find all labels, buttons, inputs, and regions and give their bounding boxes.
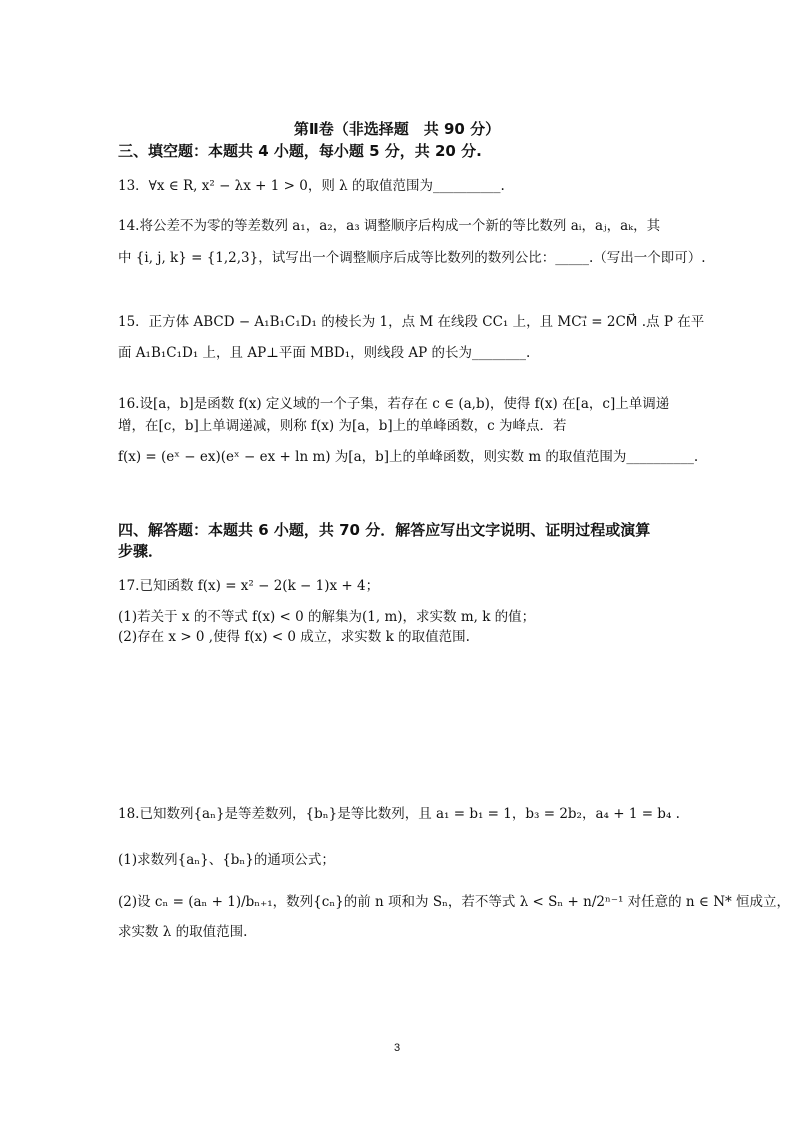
question-16-line-2: 增，在[c，b]上单调递减，则称 f(x) 为[a，b]上的单峰函数，c 为峰点．若 [118, 418, 567, 434]
page-title: 第Ⅱ卷（非选择题 共 90 分） [293, 120, 501, 138]
question-18-stem: 18.已知数列{aₙ}是等差数列，{bₙ}是等比数列，且 a₁ = b₁ = 1，b₃ = 2b₂，a₄ + 1 = b₄ . [118, 806, 680, 822]
question-17-part-2: (2)存在 x > 0 ,使得 f(x) < 0 成立，求实数 k 的取值范围. [118, 629, 470, 645]
question-15-line-1: 15．正方体 ABCD − A₁B₁C₁D₁ 的棱长为 1，点 M 在线段 CC₁ 上，且 MC₁⃗ = 2CM⃗ .点 P 在平 [118, 314, 705, 330]
question-14-line-2: 中 {i, j, k} = {1,2,3}，试写出一个调整顺序后成等比数列的数列公比：_____.（写出一个即可）. [118, 250, 706, 266]
question-16-line-3: f(x) = (eˣ − ex)(eˣ − ex + ln m) 为[a，b]上的单峰函数，则实数 m 的取值范围为__________. [118, 449, 699, 465]
question-16-line-1: 16.设[a，b]是函数 f(x) 定义域的一个子集，若存在 c ∈ (a,b)，使得 f(x) 在[a，c]上单调递 [118, 396, 670, 412]
section-4-heading-line-1: 四、解答题：本题共 6 小题，共 70 分．解答应写出文字说明、证明过程或演算 [118, 521, 651, 539]
question-17-part-1: (1)若关于 x 的不等式 f(x) < 0 的解集为(1, m)，求实数 m, k 的值； [118, 609, 536, 625]
section-4-heading-line-2: 步骤． [118, 542, 164, 560]
section-3-heading: 三、填空题：本题共 4 小题，每小题 5 分，共 20 分. [118, 142, 482, 160]
question-18-part-2-line-1: (2)设 cₙ = (aₙ + 1)/bₙ₊₁，数列{cₙ}的前 n 项和为 Sₙ，若不等式 λ < Sₙ + n/2ⁿ⁻¹ 对任意的 n ∈ N* 恒成立， [118, 894, 791, 910]
question-18-part-1: (1)求数列{aₙ}、{bₙ}的通项公式； [118, 852, 335, 868]
question-14-line-1: 14.将公差不为零的等差数列 a₁，a₂，a₃ 调整顺序后构成一个新的等比数列 aᵢ，aⱼ，aₖ，其 [118, 218, 661, 234]
question-17-stem: 17.已知函数 f(x) = x² − 2(k − 1)x + 4； [118, 578, 380, 594]
question-13: 13．∀x ∈ R, x² − λx + 1 > 0，则 λ 的取值范围为__________. [118, 178, 505, 194]
question-18-part-2-line-2: 求实数 λ 的取值范围. [118, 924, 248, 940]
question-15-line-2: 面 A₁B₁C₁D₁ 上，且 AP⊥平面 MBD₁，则线段 AP 的长为________. [118, 345, 531, 361]
page-number: 3 [393, 1042, 401, 1054]
